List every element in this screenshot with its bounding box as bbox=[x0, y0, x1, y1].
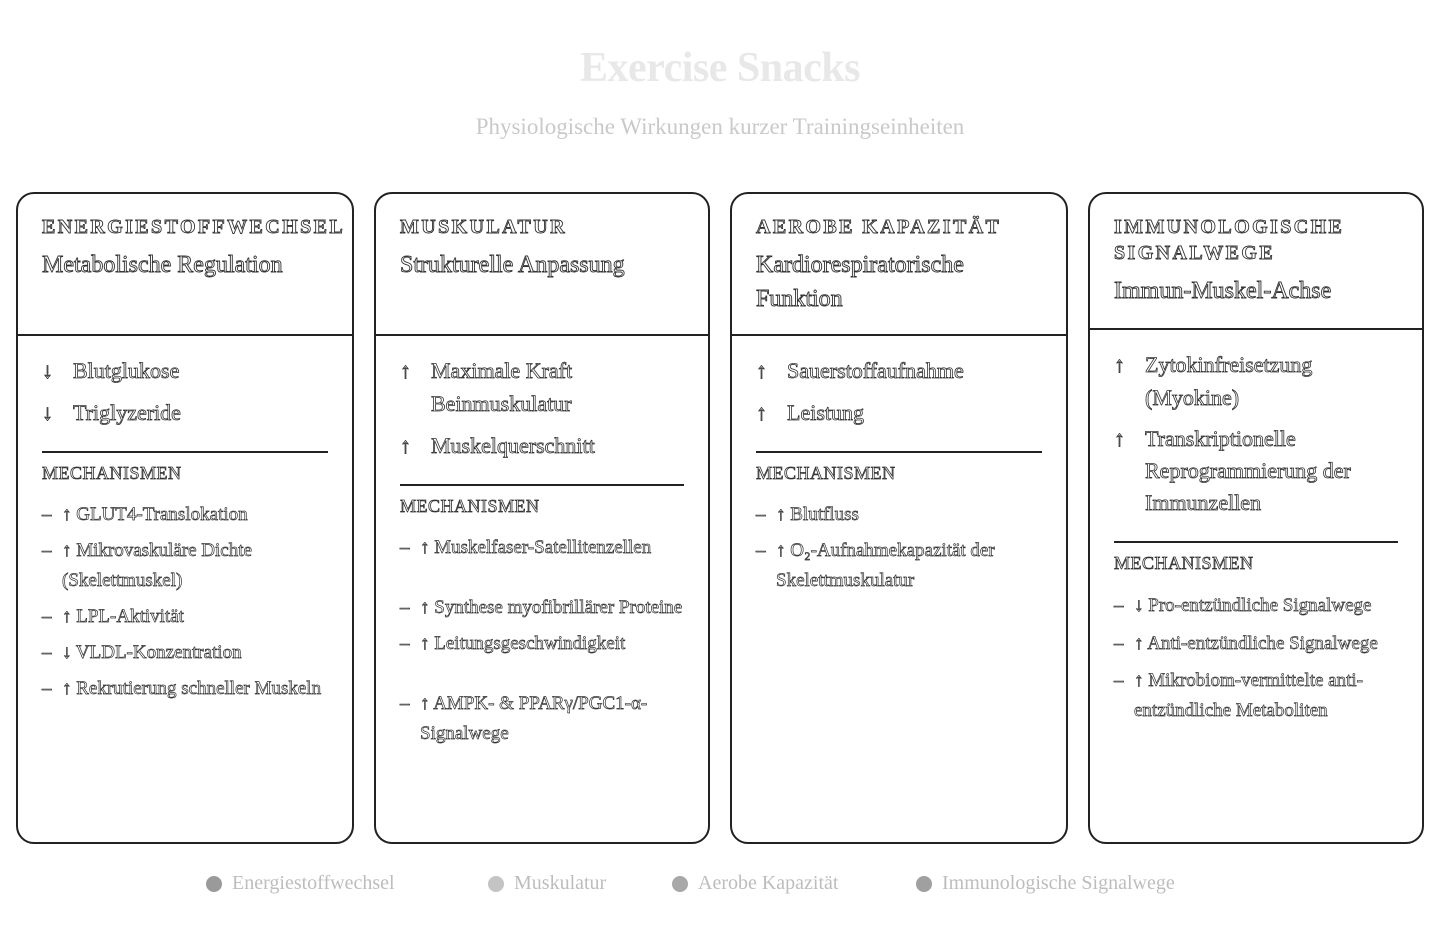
mechanism-item: – ↑ GLUT4-Translokation bbox=[42, 500, 328, 530]
arrow-up-icon: ↑ bbox=[756, 358, 767, 383]
effect-item bbox=[756, 396, 1042, 429]
card-aerobe-kapazitaet bbox=[730, 192, 1068, 844]
card-header bbox=[732, 194, 1066, 336]
effect-item bbox=[756, 354, 1042, 387]
legend-item-energiestoffwechsel bbox=[206, 872, 395, 895]
mechanism-text: ↑ Mikrobiom-vermittelte anti-entzündliche Metaboliten bbox=[1134, 670, 1364, 721]
legend-item-aerobe-kapazitaet bbox=[672, 872, 838, 895]
arrow-down-icon: ↓ bbox=[42, 400, 53, 425]
effect-item bbox=[400, 354, 684, 420]
effect-item bbox=[1114, 348, 1398, 414]
mechanism-item: – ↑ Leitungsgeschwindigkeit bbox=[400, 629, 684, 659]
legend-dot-icon bbox=[206, 876, 222, 892]
effect-text: Transkriptionelle Reprogrammierung der Immunzellen bbox=[1145, 426, 1351, 515]
mechanism-text: ↓ VLDL-Konzentration bbox=[62, 642, 242, 663]
mechanism-item: – ↑ Rekrutierung schneller Muskeln bbox=[42, 674, 328, 704]
mechanism-text: ↑ Synthese myofibrillärer Proteine bbox=[420, 597, 683, 618]
mechanism-item: – ↑ Anti-entzündliche Signalwege bbox=[1114, 628, 1398, 660]
mechanism-item: – ↑ O₂-Aufnahmekapazität der Skelettmuskulatur bbox=[756, 536, 1042, 596]
legend-label: Energiestoffwechsel bbox=[232, 872, 395, 894]
mechanism-item: – ↑ Mikrobiom-vermittelte anti-entzündliche Metaboliten bbox=[1114, 666, 1398, 726]
mechanism-text: ↑ Leitungsgeschwindigkeit bbox=[420, 633, 626, 654]
mechanism-text: ↑ Mikrovaskuläre Dichte (Skelettmuskel) bbox=[62, 540, 252, 591]
legend-dot-icon bbox=[916, 876, 932, 892]
mechanism-text: ↑ AMPK- & PPARγ/PGC1-α-Signalwege bbox=[420, 693, 648, 744]
card-category-label: AEROBE KAPAZITÄT bbox=[756, 216, 1002, 238]
legend-dot-icon bbox=[488, 876, 504, 892]
card-category-label: IMMUNOLOGISCHE SIGNALWEGE bbox=[1114, 216, 1345, 264]
arrow-down-icon: ↓ bbox=[42, 358, 53, 383]
mechanism-text: ↑ Anti-entzündliche Signalwege bbox=[1134, 633, 1378, 654]
mechanism-item: – ↑ Muskelfaser-Satellitenzellen bbox=[400, 533, 684, 563]
mechanism-text: ↑ Blutfluss bbox=[776, 504, 859, 525]
card-category-label: MUSKULATUR bbox=[400, 216, 567, 238]
mechanism-text: ↑ Rekrutierung schneller Muskeln bbox=[62, 678, 322, 699]
arrow-up-icon: ↑ bbox=[400, 358, 411, 383]
card-header bbox=[1090, 194, 1422, 330]
effect-item bbox=[42, 354, 328, 387]
mechanisms-label: MECHANISMEN bbox=[756, 463, 896, 483]
card-body bbox=[18, 336, 352, 704]
effect-text: Muskelquerschnitt bbox=[431, 433, 595, 458]
card-body bbox=[1090, 330, 1422, 726]
effect-item bbox=[42, 396, 328, 429]
card-header bbox=[18, 194, 352, 336]
mechanism-item: – ↑ Synthese myofibrillärer Proteine bbox=[400, 593, 684, 623]
mechanism-text: ↑ LPL-Aktivität bbox=[62, 606, 184, 627]
divider bbox=[1114, 541, 1398, 543]
card-title: Immun-Muskel-Achse bbox=[1114, 278, 1332, 304]
divider bbox=[756, 451, 1042, 453]
mechanism-item: – ↑ Blutfluss bbox=[756, 500, 1042, 530]
arrow-up-icon: ↑ bbox=[400, 433, 411, 458]
mechanism-item: – ↑ AMPK- & PPARγ/PGC1-α-Signalwege bbox=[400, 689, 684, 749]
effect-item bbox=[400, 429, 684, 462]
card-title: Metabolische Regulation bbox=[42, 252, 283, 278]
arrow-up-icon: ↑ bbox=[756, 400, 767, 425]
page-subtitle: Physiologische Wirkungen kurzer Trainingseinheiten bbox=[475, 114, 965, 139]
effect-text: Zytokinfreisetzung (Myokine) bbox=[1145, 352, 1313, 410]
mechanisms-label: MECHANISMEN bbox=[1114, 553, 1254, 573]
divider bbox=[42, 451, 328, 453]
legend-label: Immunologische Signalwege bbox=[942, 872, 1175, 894]
legend bbox=[0, 872, 1440, 900]
legend-dot-icon bbox=[672, 876, 688, 892]
card-category-label: ENERGIESTOFFWECHSEL bbox=[42, 216, 346, 238]
legend-label: Aerobe Kapazität bbox=[698, 872, 839, 894]
page-title: Exercise Snacks bbox=[580, 45, 860, 91]
effect-item bbox=[1114, 423, 1398, 519]
mechanism-text: ↑ Muskelfaser-Satellitenzellen bbox=[420, 537, 652, 558]
card-body bbox=[376, 336, 708, 749]
card-immunologische-signalwege bbox=[1088, 192, 1424, 844]
mechanisms-label: MECHANISMEN bbox=[42, 463, 182, 483]
divider bbox=[400, 484, 684, 486]
effect-text: Blutglukose bbox=[73, 358, 180, 383]
effect-text: Sauerstoffaufnahme bbox=[787, 358, 964, 383]
mechanism-item: – ↑ Mikrovaskuläre Dichte (Skelettmuskel) bbox=[42, 536, 328, 596]
mechanism-text: ↑ GLUT4-Translokation bbox=[62, 504, 248, 525]
effect-text: Triglyzeride bbox=[73, 400, 181, 425]
arrow-up-icon: ↑ bbox=[1114, 352, 1125, 377]
card-body bbox=[732, 336, 1066, 596]
mechanisms-label: MECHANISMEN bbox=[400, 496, 540, 516]
card-energiestoffwechsel bbox=[16, 192, 354, 844]
card-title: Strukturelle Anpassung bbox=[400, 252, 625, 278]
mechanism-text: ↓ Pro-entzündliche Signalwege bbox=[1134, 595, 1372, 616]
effect-text: Leistung bbox=[787, 400, 864, 425]
card-header bbox=[376, 194, 708, 336]
mechanism-item: – ↓ VLDL-Konzentration bbox=[42, 638, 328, 668]
mechanism-text: ↑ O₂-Aufnahmekapazität der Skelettmuskulatur bbox=[776, 540, 995, 591]
card-muskulatur bbox=[374, 192, 710, 844]
effect-text: Maximale Kraft Beinmuskulatur bbox=[431, 358, 573, 416]
legend-label: Muskulatur bbox=[514, 872, 607, 894]
card-title: Kardiorespiratorische Funktion bbox=[756, 252, 964, 312]
mechanism-item: – ↑ LPL-Aktivität bbox=[42, 602, 328, 632]
arrow-up-icon: ↑ bbox=[1114, 426, 1125, 451]
legend-item-muskulatur bbox=[488, 872, 606, 895]
mechanism-item: – ↓ Pro-entzündliche Signalwege bbox=[1114, 590, 1398, 622]
legend-item-immunologische-signalwege bbox=[916, 872, 1175, 895]
